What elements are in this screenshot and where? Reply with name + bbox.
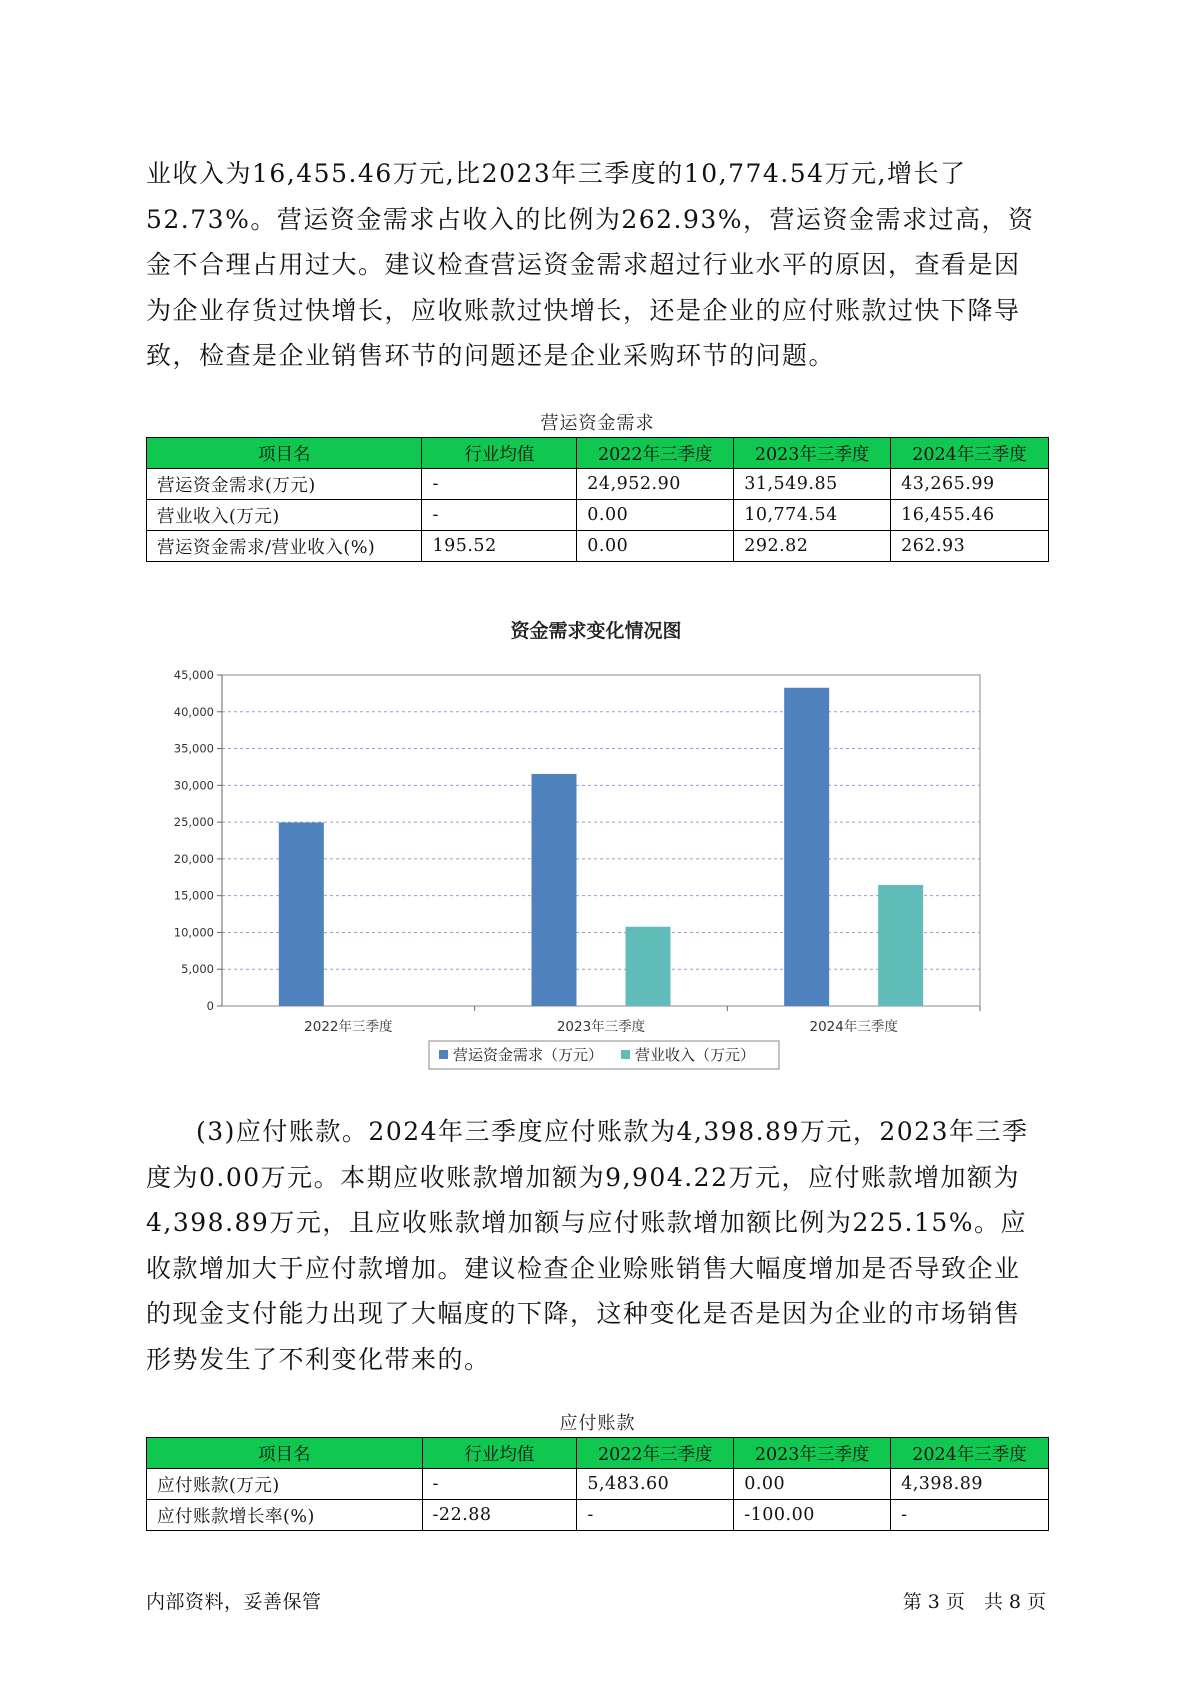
y-tick-label: 10,000 (173, 925, 214, 940)
table-cell: - (891, 1500, 1049, 1531)
header-cell: 2024年三季度 (891, 438, 1049, 469)
working-capital-table (146, 437, 1049, 562)
table-row (147, 469, 1049, 500)
table-cell: - (422, 1469, 577, 1500)
chart-title: 资金需求变化情况图 (510, 620, 682, 642)
page-mid: 页 共 (945, 1591, 1003, 1613)
y-tick-label: 35,000 (173, 741, 214, 756)
table-cell: 31,549.85 (734, 469, 891, 500)
table-caption-working-capital: 营运资金需求 (540, 413, 655, 434)
header-cell: 2023年三季度 (734, 438, 891, 469)
plot-area (222, 675, 980, 1006)
table-cell: 43,265.99 (891, 469, 1049, 500)
table-caption-accounts-payable: 应付账款 (559, 1413, 636, 1434)
table-cell: 10,774.54 (734, 500, 891, 531)
bar (626, 927, 671, 1006)
table-cell: 应付账款(万元) (147, 1469, 423, 1500)
table-cell: 16,455.46 (891, 500, 1049, 531)
table-cell: 195.52 (422, 531, 577, 562)
table-header-row (147, 1438, 1049, 1469)
table-row (147, 1500, 1049, 1531)
table-cell: - (577, 1500, 734, 1531)
header-cell: 2022年三季度 (577, 438, 734, 469)
page-suffix: 页 (1026, 1591, 1046, 1613)
table-cell: 24,952.90 (577, 469, 734, 500)
legend-swatch (621, 1050, 630, 1059)
table-cell: - (422, 500, 577, 531)
bar (532, 774, 577, 1006)
legend-label: 营运资金需求（万元） (453, 1046, 604, 1064)
funding-demand-chart (146, 615, 1046, 1075)
table-header-row (147, 438, 1049, 469)
header-cell: 2024年三季度 (891, 1438, 1049, 1469)
chart-gridlines (222, 675, 980, 969)
y-tick-label: 20,000 (173, 851, 214, 866)
header-cell: 行业均值 (422, 438, 577, 469)
table-cell: 营运资金需求(万元) (147, 469, 422, 500)
table-row (147, 500, 1049, 531)
paragraph-continued: 业收入为16,455.46万元,比2023年三季度的10,774.54万元,增长了52.73%。营运资金需求占收入的比例为262.93%，营运资金需求过高，资金不合理占用过大。建议检查营运资金需求超过行业水平的原因，查看是因为企业存货过快增长，应收账款过快增长，还是企业的应付账款过快下降导致，检查是企业销售环节的问题还是企业采购环节的问题。 (146, 159, 1035, 370)
bar (878, 885, 923, 1006)
table-row (147, 1469, 1049, 1500)
footer-confidential-note: 内部资料，妥善保管 (146, 1591, 322, 1613)
page-current: 3 (927, 1591, 940, 1613)
legend-label: 营业收入（万元） (635, 1046, 756, 1064)
y-tick-label: 0 (206, 999, 214, 1013)
chart-bars (279, 688, 923, 1006)
y-tick-label: 45,000 (173, 668, 214, 682)
table-cell: - (422, 469, 577, 500)
y-tick-label: 30,000 (173, 778, 214, 793)
y-axis (174, 668, 222, 1013)
table-cell: 5,483.60 (577, 1469, 734, 1500)
table-cell: -22.88 (422, 1500, 577, 1531)
header-cell: 行业均值 (422, 1438, 577, 1469)
table-cell: 0.00 (734, 1469, 891, 1500)
table-cell: 4,398.89 (891, 1469, 1049, 1500)
legend-swatch (439, 1050, 448, 1059)
page-prefix: 第 (902, 1591, 922, 1613)
bar (784, 688, 829, 1006)
header-cell: 项目名 (147, 1438, 423, 1469)
table-cell: 262.93 (891, 531, 1049, 562)
x-tick-label: 2024年三季度 (809, 1019, 898, 1035)
x-tick-label: 2023年三季度 (556, 1019, 646, 1035)
header-cell: 项目名 (147, 438, 422, 469)
x-axis (304, 1006, 980, 1035)
accounts-payable-table (146, 1437, 1049, 1531)
page-number (900, 1587, 1049, 1614)
y-tick-label: 25,000 (173, 815, 214, 830)
paragraph-accounts-payable: (3)应付账款。2024年三季度应付账款为4,398.89万元，2023年三季度为0.00万元。本期应收账款增加额为9,904.22万元，应付账款增加额为4,398.89万元，且应收账款增加额与应付账款增加额比例为225.15%。应收款增加大于应付款增加。建议检查企业赊账销售大幅度增加是否导致企业的现金支付能力出现了大幅度的下降，这种变化是否是因为企业的市场销售形势发生了不利变化带来的。 (146, 1117, 1029, 1374)
table-row (147, 531, 1049, 562)
bar (279, 822, 324, 1006)
table-cell: 营业收入(万元) (147, 500, 422, 531)
table-cell: 0.00 (577, 500, 734, 531)
y-tick-label: 40,000 (173, 704, 214, 719)
table-cell: -100.00 (734, 1500, 891, 1531)
table-cell: 应付账款增长率(%) (147, 1500, 423, 1531)
page-total: 8 (1008, 1591, 1021, 1613)
header-cell: 2022年三季度 (577, 1438, 734, 1469)
table-cell: 292.82 (734, 531, 891, 562)
chart-legend (429, 1041, 779, 1069)
table-cell: 营运资金需求/营业收入(%) (147, 531, 422, 562)
y-tick-label: 5,000 (181, 962, 214, 977)
table-cell: 0.00 (577, 531, 734, 562)
x-tick-label: 2022年三季度 (304, 1019, 393, 1035)
y-tick-label: 15,000 (173, 888, 214, 903)
header-cell: 2023年三季度 (734, 1438, 891, 1469)
